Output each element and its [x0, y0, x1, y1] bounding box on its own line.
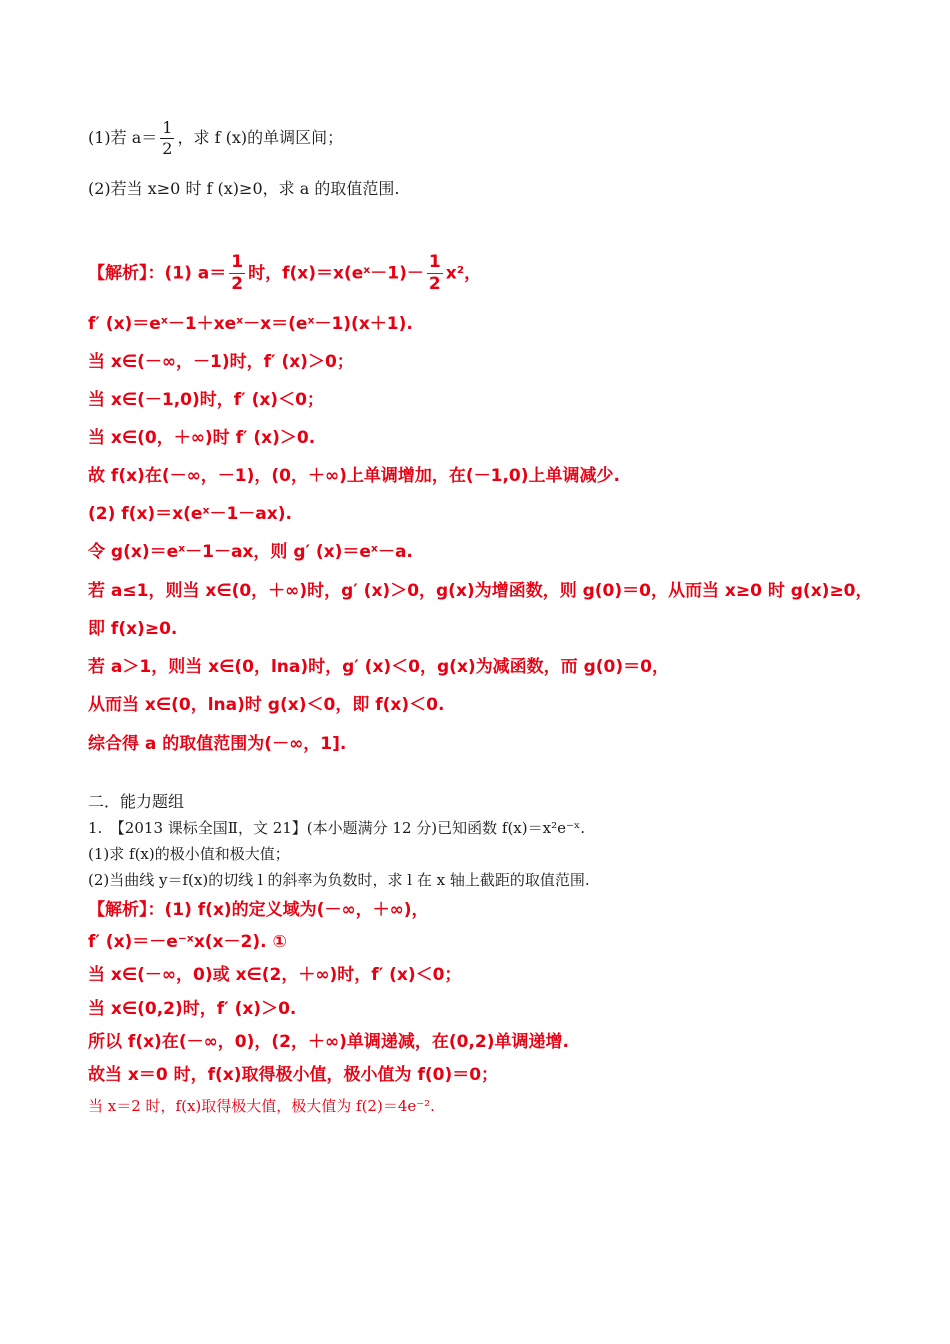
fraction-numerator: 1	[428, 252, 441, 272]
fraction-numerator: 1	[231, 252, 244, 272]
solution-1-line-3: 当 x∈(－∞，－1)时，f′ (x)＞0；	[88, 352, 354, 372]
fraction-numerator: 1	[162, 118, 173, 137]
question-1-prefix: (1)若 a＝	[88, 128, 158, 147]
problem-part-1: (1)求 f(x)的极小值和极大值；	[88, 845, 290, 863]
solution-1-line-11: 若 a＞1，则当 x∈(0，lna)时，g′ (x)＜0，g(x)为减函数，而 g(0)＝0，	[88, 657, 669, 677]
solution-1-line-6: 故 f(x)在(－∞，－1)，(0，＋∞)上单调增加，在(－1,0)上单调减少.	[88, 466, 620, 486]
section-heading: 二．能力题组	[88, 792, 185, 811]
fraction-one-half	[427, 254, 443, 293]
solution-1-line-12: 从而当 x∈(0，lna)时 g(x)＜0，即 f(x)＜0.	[88, 695, 445, 715]
solution-2-line-3: 当 x∈(－∞，0)或 x∈(2，＋∞)时，f′ (x)＜0；	[88, 965, 462, 985]
solution-2-line-2: f′ (x)＝－e⁻ˣx(x－2). ①	[88, 932, 287, 952]
solution-1-line-9: 若 a≤1，则当 x∈(0，＋∞)时，g′ (x)＞0，g(x)为增函数，则 g(0)＝0，从而当 x≥0 时 g(x)≥0，	[88, 581, 873, 601]
solution-1-line-10: 即 f(x)≥0.	[88, 619, 178, 639]
question-1	[88, 120, 343, 157]
solution-label: 【解析】：(1) a＝	[88, 263, 227, 284]
solution-1-line-1	[88, 254, 481, 293]
solution-2-line-6: 故当 x＝0 时，f(x)取得极小值，极小值为 f(0)＝0；	[88, 1065, 499, 1085]
question-1-suffix: ，求 f (x)的单调区间；	[177, 128, 344, 147]
solution-1-line-2: f′ (x)＝eˣ－1＋xeˣ－x＝(eˣ－1)(x＋1).	[88, 314, 413, 334]
fraction-one-half	[229, 254, 245, 293]
solution-1-line-5: 当 x∈(0，＋∞)时 f′ (x)＞0.	[88, 428, 316, 448]
fraction-denominator: 2	[162, 139, 173, 158]
fraction-denominator: 2	[231, 274, 244, 294]
solution-2-line-1: 【解析】：(1) f(x)的定义域为(－∞，＋∞)，	[88, 900, 429, 920]
problem-statement: 1. 【2013 课标全国Ⅱ，文 21】(本小题满分 12 分)已知函数 f(x)＝x²e⁻ˣ.	[88, 819, 586, 837]
solution-1-line-4: 当 x∈(－1,0)时，f′ (x)＜0；	[88, 390, 324, 410]
solution-1-line-13: 综合得 a 的取值范围为(－∞，1].	[88, 734, 347, 754]
problem-part-2: (2)当曲线 y＝f(x)的切线 l 的斜率为负数时，求 l 在 x 轴上截距的取值范围.	[88, 871, 590, 889]
solution-1-line-1-suffix: x²，	[445, 263, 482, 284]
fraction-one-half	[160, 120, 174, 157]
fraction-denominator: 2	[428, 274, 441, 294]
solution-1-line-8: 令 g(x)＝eˣ－1－ax，则 g′ (x)＝eˣ－a.	[88, 542, 413, 562]
solution-2-line-7: 当 x＝2 时，f(x)取得极大值，极大值为 f(2)＝4e⁻².	[88, 1097, 435, 1115]
solution-2-line-4: 当 x∈(0,2)时，f′ (x)＞0.	[88, 999, 297, 1019]
question-2: (2)若当 x≥0 时 f (x)≥0，求 a 的取值范围.	[88, 179, 400, 198]
solution-2-line-5: 所以 f(x)在(－∞，0)，(2，＋∞)单调递减，在(0,2)单调递增.	[88, 1032, 569, 1052]
solution-1-line-1-mid: 时，f(x)＝x(eˣ－1)－	[248, 263, 424, 284]
solution-1-line-7: (2) f(x)＝x(eˣ－1－ax).	[88, 504, 292, 524]
